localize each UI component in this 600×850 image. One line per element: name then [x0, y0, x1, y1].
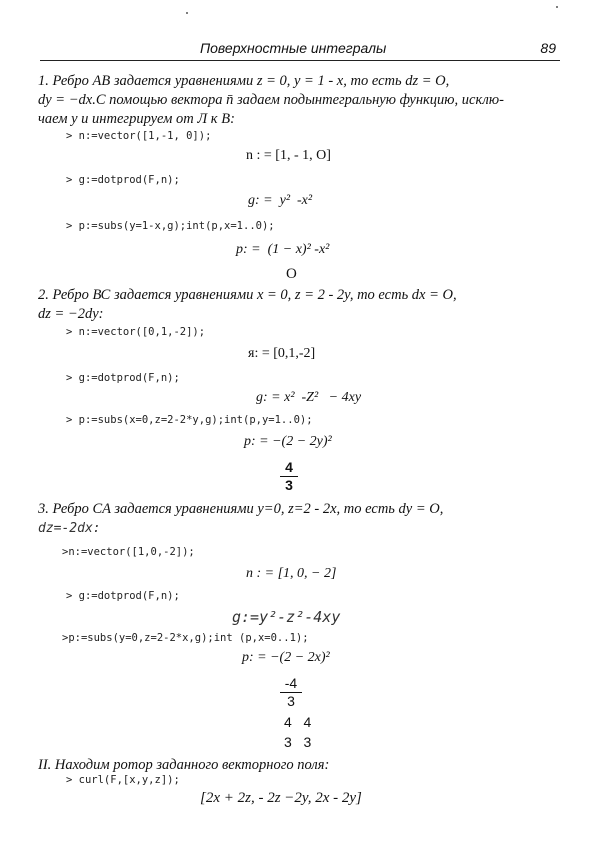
maple-output: p: = −(2 − 2y)²: [244, 434, 332, 449]
section-bc-line-1: 2. Ребро ВС задается уравнениями x = 0, z = 2 - 2y, то есть dx = O,: [38, 287, 457, 303]
integral-result-fraction: [280, 460, 298, 493]
maple-output: n : = [1, 0, − 2]: [246, 566, 337, 581]
fraction-numerator: -4: [284, 675, 298, 691]
maple-command: >p:=subs(y=0,z=2-2*x,g);int (p,x=0..1);: [62, 632, 309, 644]
section-ca-line-1: 3. Ребро CA задается уравнениями у=0, z=2 - 2x, то есть dy = O,: [38, 501, 444, 517]
section-bc-line-2: dz = −2dy:: [38, 306, 104, 322]
maple-output: n : = [1, - 1, O]: [246, 148, 331, 163]
section-rotor-text: [38, 756, 562, 775]
running-title: Поверхностные интегралы: [200, 40, 387, 56]
maple-command: > g:=dotprod(F,n);: [66, 590, 180, 602]
result-pair-top: 4 4: [284, 714, 312, 730]
section-rotor-line-1: II. Находим ротор заданного векторного поля:: [38, 757, 330, 773]
maple-command: > g:=dotprod(F,n);: [66, 372, 180, 384]
page-header: [40, 38, 560, 61]
maple-command: > n:=vector([0,1,-2]);: [66, 326, 206, 338]
result-pair-bottom: 3 3: [284, 734, 312, 750]
maple-output: p: = (1 − x)² -x²: [236, 242, 330, 257]
maple-output: g:=y²-z²-4xy: [232, 608, 341, 626]
maple-command: >n:=vector([1,0,-2]);: [62, 546, 195, 558]
maple-output: p: = −(2 − 2x)²: [242, 650, 330, 665]
section-ab-line-2: dy = −dx.С помощью вектора n̄ задаем подынтегральную функцию, исклю-: [38, 92, 504, 108]
section-ca-text: [38, 500, 562, 538]
maple-output: [2x + 2z, - 2z −2y, 2x - 2y]: [200, 790, 362, 806]
section-ca-line-2: dz=-2dx:: [38, 521, 101, 536]
maple-output: я: = [0,1,-2]: [248, 346, 316, 361]
fraction-denominator: 3: [285, 477, 293, 493]
maple-command: > n:=vector([1,-1, 0]);: [66, 130, 212, 142]
section-ab-text: [38, 72, 562, 129]
fraction-denominator: 3: [287, 693, 295, 709]
maple-command: > p:=subs(y=1-x,g);int(p,x=1..0);: [66, 220, 275, 232]
maple-command: > g:=dotprod(F,n);: [66, 174, 180, 186]
integral-result-fraction: [280, 676, 302, 709]
maple-command: > curl(F,[x,y,z]);: [66, 774, 180, 786]
fraction-numerator: 4: [285, 459, 293, 475]
scan-speck: [556, 6, 558, 8]
maple-output: g: = x² -Z² − 4xy: [256, 390, 362, 405]
page-number: 89: [540, 40, 556, 56]
maple-output: g: = y² -x²: [248, 193, 313, 208]
section-ab-line-1: 1. Ребро AB задается уравнениями z = 0, y = 1 - x, то есть dz = O,: [38, 73, 450, 89]
section-bc-text: [38, 286, 562, 324]
section-ab-line-3: чаем у и интегрируем от Л к В:: [38, 111, 235, 127]
integral-result: O: [286, 266, 297, 282]
scan-speck: [186, 12, 188, 14]
maple-command: > p:=subs(x=0,z=2-2*y,g);int(p,y=1..0);: [66, 414, 313, 426]
